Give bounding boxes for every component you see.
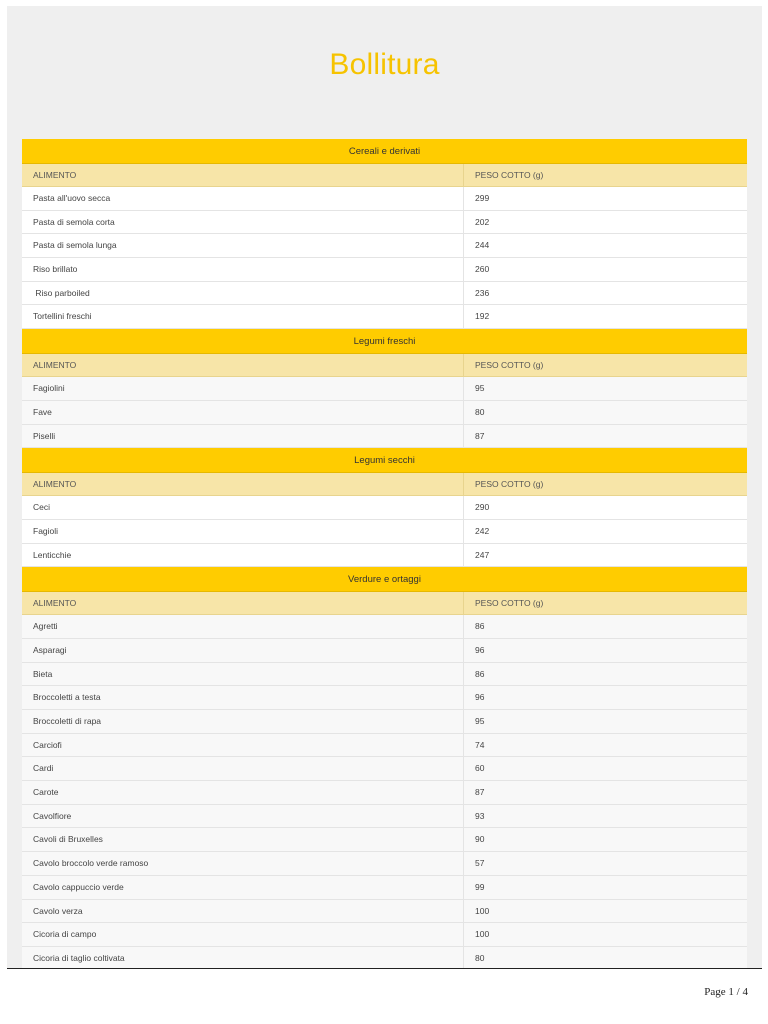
column-header-alimento: ALIMENTO [22,473,464,495]
food-name-cell: Lenticchie [22,544,464,567]
table-row [22,923,747,947]
column-header-row [22,473,747,496]
table-row [22,710,747,734]
section-heading: Legumi secchi [22,448,747,473]
section-heading: Cereali e derivati [22,139,747,164]
cooked-weight-cell: 96 [475,692,485,703]
cooked-weight-cell: 100 [475,905,490,916]
table-row [22,258,747,282]
table-row [22,757,747,781]
cooked-weight-cell: 93 [475,810,485,821]
column-header-row [22,592,747,615]
table-row [22,876,747,900]
table-row [22,615,747,639]
cooked-weight-cell: 86 [475,668,485,679]
cooked-weight-cell: 95 [475,716,485,726]
table-row [22,282,747,306]
table-row [22,947,747,969]
food-name-cell: Piselli [22,425,464,448]
food-name-cell: Cavoli di Bruxelles [22,828,464,851]
column-header-peso: PESO COTTO (g) [475,479,544,490]
cooked-weight-cell: 247 [475,549,490,560]
cooked-weight-cell: 90 [475,834,485,845]
footer-rule [7,968,762,969]
column-header-peso: PESO COTTO (g) [475,170,544,180]
cooked-weight-cell: 260 [475,264,490,275]
table-row [22,639,747,663]
food-name-cell: Bieta [22,663,464,686]
cooked-weight-cell: 80 [475,406,485,417]
cooked-weight-cell: 60 [475,763,485,774]
cooked-weight-cell: 80 [475,952,485,963]
column-header-peso: PESO COTTO (g) [475,360,544,371]
cooked-weight-cell: 57 [475,858,485,869]
food-tables [22,139,747,969]
section-heading: Verdure e ortaggi [22,567,747,592]
food-name-cell: Riso brillato [22,258,464,281]
column-header-alimento: ALIMENTO [22,354,464,376]
table-row [22,425,747,449]
section-heading: Legumi freschi [22,329,747,354]
food-name-cell: Pasta all'uovo secca [22,187,464,210]
table-row [22,496,747,520]
table-row [22,805,747,829]
cooked-weight-cell: 100 [475,929,490,940]
table-row [22,828,747,852]
cooked-weight-cell: 87 [475,787,485,798]
cooked-weight-cell: 202 [475,216,490,227]
table-row [22,544,747,568]
cooked-weight-cell: 299 [475,193,490,203]
table-row [22,781,747,805]
table-row [22,520,747,544]
cooked-weight-cell: 99 [475,881,485,892]
table-row [22,900,747,924]
table-row [22,377,747,401]
document-page [7,6,762,969]
cooked-weight-cell: 87 [475,430,485,441]
column-header-alimento: ALIMENTO [22,164,464,186]
food-name-cell: Riso parboiled [22,282,464,305]
page-title: Bollitura [329,48,440,81]
food-name-cell: Tortellini freschi [22,305,464,328]
food-name-cell: Broccoletti a testa [22,686,464,709]
food-name-cell: Broccoletti di rapa [22,710,464,733]
cooked-weight-cell: 242 [475,525,490,536]
cooked-weight-cell: 74 [475,739,485,750]
table-row [22,852,747,876]
food-name-cell: Cavolo cappuccio verde [22,876,464,899]
food-name-cell: Carote [22,781,464,804]
table-row [22,187,747,211]
cooked-weight-cell: 86 [475,621,485,632]
food-name-cell: Cavolfiore [22,805,464,828]
food-name-cell: Cavolo broccolo verde ramoso [22,852,464,875]
column-header-alimento: ALIMENTO [22,592,464,614]
food-name-cell: Carciofi [22,734,464,757]
page-number: Page 1 / 4 [704,986,748,998]
column-header-row [22,164,747,187]
food-name-cell: Cicoria di campo [22,923,464,946]
food-name-cell: Agretti [22,615,464,638]
cooked-weight-cell: 236 [475,287,490,298]
column-header-row [22,354,747,377]
cooked-weight-cell: 244 [475,240,490,251]
food-name-cell: Pasta di semola corta [22,211,464,234]
food-name-cell: Fagiolini [22,377,464,400]
food-name-cell: Fave [22,401,464,424]
table-row [22,401,747,425]
table-row [22,211,747,235]
table-row [22,663,747,687]
food-name-cell: Fagioli [22,520,464,543]
table-row [22,305,747,329]
cooked-weight-cell: 96 [475,644,485,655]
food-name-cell: Cicoria di taglio coltivata [22,947,464,969]
food-name-cell: Ceci [22,496,464,519]
column-header-peso: PESO COTTO (g) [475,598,544,609]
food-name-cell: Cavolo verza [22,900,464,923]
cooked-weight-cell: 192 [475,311,490,322]
cooked-weight-cell: 290 [475,502,490,513]
table-row [22,686,747,710]
food-name-cell: Asparagi [22,639,464,662]
food-name-cell: Cardi [22,757,464,780]
table-row [22,734,747,758]
food-name-cell: Pasta di semola lunga [22,234,464,257]
cooked-weight-cell: 95 [475,383,485,394]
table-row [22,234,747,258]
